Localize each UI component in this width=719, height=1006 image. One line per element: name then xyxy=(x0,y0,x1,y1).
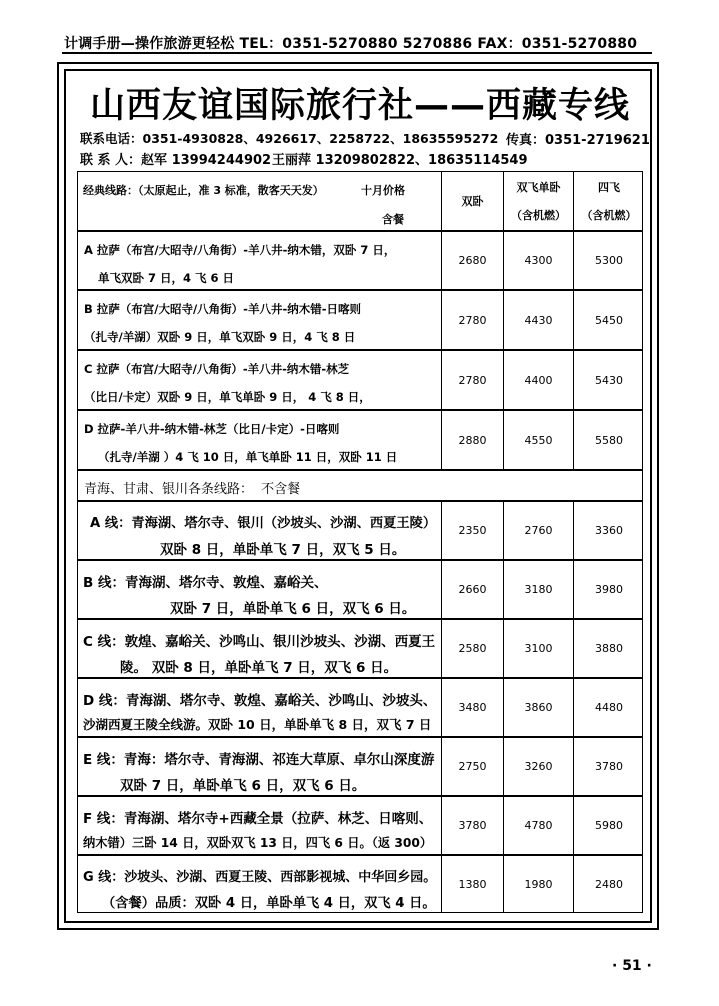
header-col2-line1: 双飞单卧 xyxy=(516,181,561,194)
route-line2: 双卧 7 日，单卧单飞 6 日，双飞 6 日。 xyxy=(170,601,416,617)
price-fly-sleeper: 3100 xyxy=(504,620,574,677)
table-row xyxy=(77,350,643,410)
route-line1: G 线：沙坡头、沙湖、西夏王陵、西部影视城、中华回乡园。 xyxy=(83,870,437,885)
route-desc-cell xyxy=(78,291,442,349)
price-four-fly: 5980 xyxy=(595,819,623,832)
price-four-fly: 2480 xyxy=(595,877,623,891)
table-row xyxy=(77,410,643,470)
price-fly-sleeper: 4430 xyxy=(504,291,574,349)
route-line2: （扎寺/羊湖 ）4 飞 10 日，单飞单卧 11 日，双卧 11 日 xyxy=(98,450,398,464)
route-line1: A 线：青海湖、塔尔寺、银川（沙坡头、沙湖、西夏王陵） xyxy=(90,516,437,531)
header-col3-line2: （含机燃） xyxy=(581,209,637,222)
header-rule xyxy=(62,52,652,54)
table-row xyxy=(77,560,643,619)
header-col3 xyxy=(574,172,644,230)
route-line1: D 拉萨-羊八井-纳木错-林芝（比日/卡定）-日喀则 xyxy=(84,422,340,436)
table-row xyxy=(77,619,643,678)
route-desc-cell xyxy=(78,679,442,736)
price-fly-sleeper: 3860 xyxy=(504,679,574,736)
price-double-sleeper: 2780 xyxy=(442,351,504,409)
route-line1: B 线：青海湖、塔尔寺、敦煌、嘉峪关、 xyxy=(83,575,328,591)
header-desc-line1: 经典线路：（太原起止，准 3 标准，散客天天发） xyxy=(83,184,324,197)
table-row xyxy=(77,737,643,796)
route-line1: B 拉萨（布宫/大昭寺/八角街）-羊八井-纳木错-日喀则 xyxy=(84,302,361,316)
route-line2: （比日/卡定）双卧 9 日，单飞单卧 9 日， 4 飞 8 日， xyxy=(84,390,371,404)
route-line2: 双卧 7 日，单卧单飞 6 日，双飞 6 日。 xyxy=(120,778,366,794)
price-double-sleeper: 2880 xyxy=(442,411,504,469)
price-double-sleeper: 1380 xyxy=(442,856,504,912)
price-double-sleeper: 2350 xyxy=(442,502,504,559)
route-desc-cell xyxy=(78,502,442,559)
contact-phone: 联系电话：0351-4930828、4926617、2258722、18635595272 xyxy=(80,131,499,146)
route-line2: 单飞双卧 7 日，4 飞 6 日 xyxy=(98,271,235,285)
price-four-fly: 3980 xyxy=(595,583,623,596)
table-row xyxy=(77,678,643,737)
table-row xyxy=(77,855,643,913)
price-fly-sleeper: 2760 xyxy=(504,502,574,559)
price-fly-sleeper: 4780 xyxy=(504,797,574,854)
price-fly-sleeper: 4400 xyxy=(504,351,574,409)
price-double-sleeper: 3780 xyxy=(442,797,504,854)
page-title: 山西友谊国际旅行社——西藏专线 xyxy=(89,86,630,126)
header-col2 xyxy=(504,172,574,230)
header-col2-line2: （含机燃） xyxy=(511,209,566,222)
route-desc-cell xyxy=(78,620,442,677)
price-fly-sleeper: 1980 xyxy=(504,856,574,912)
route-line1: F 线：青海湖、塔尔寺+西藏全景（拉萨、林芝、日喀则、 xyxy=(83,811,433,827)
price-double-sleeper: 2580 xyxy=(442,620,504,677)
header-desc-line2: 含餐 xyxy=(382,213,404,226)
route-desc-cell xyxy=(78,797,442,854)
table-header-row xyxy=(77,171,643,231)
header-desc-cell xyxy=(78,172,442,230)
route-desc-cell xyxy=(78,738,442,795)
route-line1: C 拉萨（布宫/大昭寺/八角街）-羊八井-纳木错-林芝 xyxy=(84,362,350,376)
running-header: 计调手册—操作旅游更轻松 TEL：0351-5270880 5270886 FAX：0351-5270880 xyxy=(64,36,638,52)
route-line2: 双卧 8 日，单卧单飞 7 日，双飞 5 日。 xyxy=(160,542,406,558)
price-four-fly: 5450 xyxy=(595,313,623,327)
route-desc-cell xyxy=(78,856,442,912)
table-row xyxy=(77,290,643,350)
header-desc-price: 十月价格 xyxy=(361,184,405,197)
route-desc-cell xyxy=(78,351,442,409)
price-double-sleeper: 2660 xyxy=(442,561,504,618)
price-fly-sleeper: 4550 xyxy=(504,411,574,469)
header-col1: 双卧 xyxy=(442,172,504,230)
route-desc-cell xyxy=(78,232,442,289)
table-row xyxy=(77,231,643,290)
contact-person: 联 系 人：赵军 13994244902 xyxy=(80,153,272,168)
section-row xyxy=(77,470,643,501)
route-desc-cell xyxy=(78,561,442,618)
route-desc-cell xyxy=(78,411,442,469)
price-four-fly: 5580 xyxy=(595,433,623,447)
route-line2: （扎寺/羊湖）双卧 9 日，单飞双卧 9 日，4 飞 8 日 xyxy=(84,330,356,344)
price-four-fly: 3780 xyxy=(595,760,623,773)
price-four-fly: 4480 xyxy=(595,701,623,714)
table-row xyxy=(77,501,643,560)
route-line1: D 线：青海湖、塔尔寺、敦煌、嘉峪关、沙鸣山、沙坡头、 xyxy=(83,693,437,709)
route-line2: 纳木错）三卧 14 日，双卧双飞 13 日，四飞 6 日。（返 300） xyxy=(83,836,433,850)
route-line2: 陵。 双卧 8 日，单卧单飞 7 日，双飞 6 日。 xyxy=(120,660,398,676)
route-line2: （含餐）品质：双卧 4 日，单卧单飞 4 日，双飞 4 日。 xyxy=(102,896,436,911)
price-four-fly: 3880 xyxy=(595,642,623,655)
route-line1: A 拉萨（布宫/大昭寺/八角街）-羊八井-纳木错，双卧 7 日， xyxy=(84,243,396,257)
section-label: 青海、甘肃、银川各条线路： xyxy=(84,482,254,497)
table-row xyxy=(77,796,643,855)
price-fly-sleeper: 3260 xyxy=(504,738,574,795)
section-note: 不含餐 xyxy=(261,482,301,497)
price-double-sleeper: 2680 xyxy=(442,232,504,289)
price-double-sleeper: 2750 xyxy=(442,738,504,795)
price-double-sleeper: 3480 xyxy=(442,679,504,736)
price-four-fly: 3360 xyxy=(595,524,623,537)
route-line1: C 线：敦煌、嘉峪关、沙鸣山、银川沙坡头、沙湖、西夏王 xyxy=(83,634,436,650)
contact-person-2: 王丽萍 13209802822、18635114549 xyxy=(272,153,528,168)
section-text xyxy=(84,478,300,497)
route-line2: 沙湖西夏王陵全线游。双卧 10 日，单卧单飞 8 日，双飞 7 日 xyxy=(83,717,432,732)
contact-fax: 传真：0351-2719621 xyxy=(506,133,650,148)
price-double-sleeper: 2780 xyxy=(442,291,504,349)
route-line1: E 线：青海：塔尔寺、青海湖、祁连大草原、卓尔山深度游 xyxy=(83,752,435,768)
header-col3-line1: 四飞 xyxy=(598,181,620,194)
price-four-fly: 5300 xyxy=(595,254,623,267)
price-fly-sleeper: 3180 xyxy=(504,561,574,618)
price-four-fly: 5430 xyxy=(595,373,623,387)
price-fly-sleeper: 4300 xyxy=(504,232,574,289)
page-number: · 51 · xyxy=(612,958,652,974)
